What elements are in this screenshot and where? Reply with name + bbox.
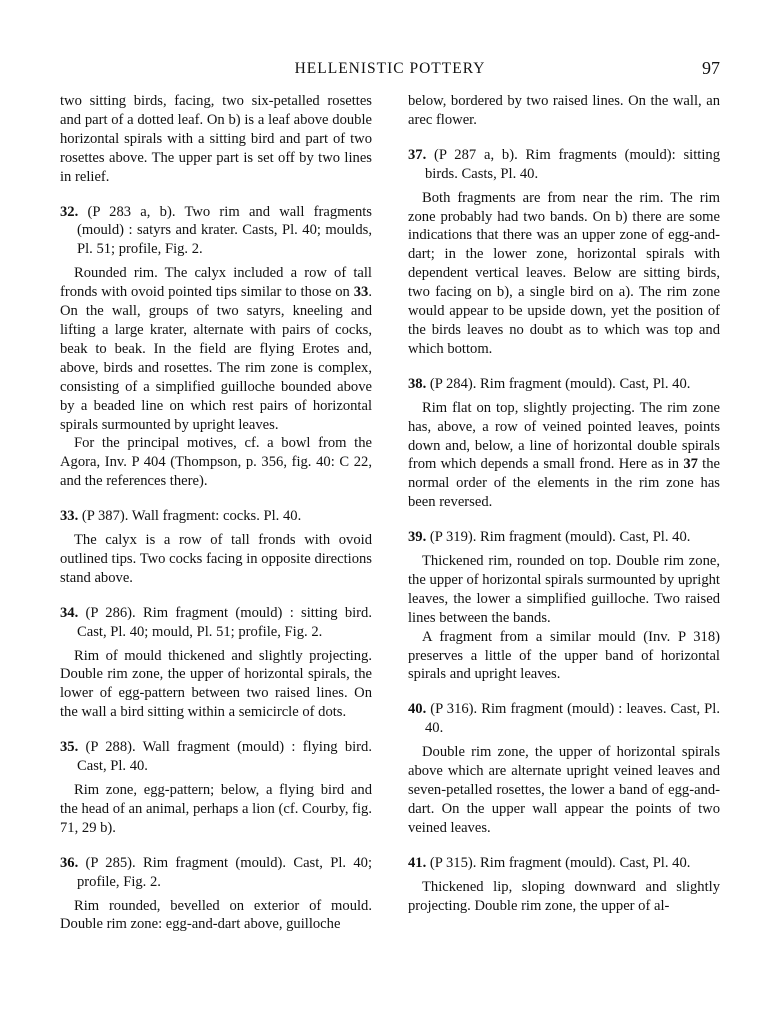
description-text: Rim flat on top, slightly projecting. The rim zone has, above, a row of veined pointed leaves, points down and, below, a line of horizontal double spirals from which depends a small frond. Here as in — [408, 399, 720, 473]
catalogue-entry-41-heading — [408, 854, 720, 873]
running-head: HELLENISTIC POTTERY — [294, 60, 486, 77]
entry-heading-text: (P 284). Rim fragment (mould). Cast, Pl. 40. — [426, 375, 691, 392]
entry-heading-text: (P 286). Rim fragment (mould) : sitting bird. Cast, Pl. 40; mould, Pl. 51; profile, Fig. 2. — [77, 604, 372, 640]
catalogue-entry-37-description: Both fragments are from near the rim. The rim zone probably had two bands. On b) there are some indications that there was an upper zone of egg-and-dart; in the lower zone, horizontal spirals with dependent vertical leaves. Below are sitting birds, two facing on b), a single bird on a). The rim zone would appear to be upside down, yet the position of the birds leaves no doubt as to which was top and which bottom. — [408, 189, 720, 357]
catalogue-entry-33-heading — [60, 507, 372, 526]
entry-number: 33. — [60, 508, 79, 525]
entry-number: 36. — [60, 854, 79, 871]
left-column — [60, 92, 372, 934]
entry-number: 32. — [60, 203, 79, 220]
description-text: . On the wall, groups of two satyrs, kneeling and lifting a large krater, alternate with pairs of cocks, beak to beak. In the field are flying Erotes and, above, birds and rosettes. The rim zone is complex, consisting of a simplified guilloche bounded above by a beaded line on which rest pairs of horizontal spirals surmounted by upright leaves. — [60, 284, 372, 433]
continued-paragraph: below, bordered by two raised lines. On the wall, an arec flower. — [408, 93, 720, 128]
catalogue-entry-36-description: Rim rounded, bevelled on exterior of mould. Double rim zone: egg-and-dart above, guilloche — [60, 897, 372, 933]
catalogue-entry-39-similar-fragment: A fragment from a similar mould (Inv. P 318) preserves a little of the upper band of horizontal spirals and upright leaves. — [408, 628, 720, 683]
page-header — [60, 60, 720, 84]
cross-reference: 33 — [353, 284, 369, 301]
catalogue-entry-39-description: Thickened rim, rounded on top. Double rim zone, the upper of horizontal spirals surmounted by upright leaves, the lower a simplified guilloche. Two raised lines between the bands. — [408, 553, 720, 626]
entry-number: 37. — [408, 146, 427, 163]
catalogue-entry-34-description: Rim of mould thickened and slightly projecting. Double rim zone, the upper of horizontal spirals, the lower of egg-pattern between two raised lines. On the wall a bird sitting within a semicircle of dots. — [60, 647, 372, 721]
catalogue-entry-40-heading — [408, 700, 720, 738]
catalogue-entry-38-heading — [408, 375, 720, 394]
entry-number: 35. — [60, 739, 79, 756]
entry-heading-text: (P 315). Rim fragment (mould). Cast, Pl. 40. — [426, 854, 691, 871]
entry-number: 39. — [408, 529, 427, 546]
catalogue-entry-32-description — [60, 264, 372, 434]
description-text: Rounded rim. The calyx included a row of tall fronds with ovoid pointed tips similar to those on — [60, 265, 372, 301]
entry-heading-text: (P 319). Rim fragment (mould). Cast, Pl. 40. — [426, 529, 691, 546]
catalogue-entry-38-description — [408, 399, 720, 512]
entry-heading-text: (P 288). Wall fragment (mould) : flying bird. Cast, Pl. 40. — [77, 739, 372, 775]
entry-number: 40. — [408, 701, 427, 718]
entry-number: 41. — [408, 854, 427, 871]
catalogue-entry-37-heading — [408, 146, 720, 184]
catalogue-entry-33-description: The calyx is a row of tall fronds with ovoid outlined tips. Two cocks facing in opposite directions stand above. — [60, 532, 372, 586]
page-number: 97 — [702, 58, 720, 78]
entry-heading-text: (P 285). Rim fragment (mould). Cast, Pl. 40; profile, Fig. 2. — [77, 854, 372, 890]
entry-heading-text: (P 387). Wall fragment: cocks. Pl. 40. — [78, 508, 302, 525]
catalogue-entry-39-heading — [408, 528, 720, 547]
catalogue-entry-32-heading — [60, 203, 372, 260]
entry-heading-text: (P 283 a, b). Two rim and wall fragments (mould) : satyrs and krater. Casts, Pl. 40; moulds, Pl. 51; profile, Fig. 2. — [77, 203, 372, 258]
entry-number: 38. — [408, 375, 427, 392]
continued-paragraph: two sitting birds, facing, two six-petalled rosettes and part of a dotted leaf. On b) is a leaf above double horizontal spirals with a sitting bird and part of two rosettes above. The upper part is set off by two lines in relief. — [60, 93, 372, 185]
catalogue-entry-34-heading — [60, 604, 372, 642]
cross-reference: 37 — [683, 456, 698, 473]
right-column — [408, 92, 720, 915]
entry-heading-text: (P 287 a, b). Rim fragments (mould): sitting birds. Casts, Pl. 40. — [425, 146, 720, 182]
catalogue-entry-35-heading — [60, 738, 372, 776]
entry-number: 34. — [60, 604, 79, 621]
catalogue-entry-32-comparanda: For the principal motives, cf. a bowl from the Agora, Inv. P 404 (Thompson, p. 356, fig. 40: C 22, and the references there). — [60, 435, 372, 490]
catalogue-entry-36-heading — [60, 854, 372, 892]
entry-heading-text: (P 316). Rim fragment (mould) : leaves. Cast, Pl. 40. — [425, 701, 720, 737]
catalogue-entry-40-description: Double rim zone, the upper of horizontal spirals above which are alternate upright veined leaves and seven-petalled rosettes, the lower a band of egg-and-dart. On the upper wall appear the points of two veined leaves. — [408, 744, 720, 836]
description-text: the normal order of the elements in the rim zone has been reversed. — [408, 456, 721, 511]
catalogue-entry-35-description: Rim zone, egg-pattern; below, a flying bird and the head of an animal, perhaps a lion (cf. Courby, fig. 71, 29 b). — [60, 782, 372, 836]
catalogue-entry-41-description: Thickened lip, sloping downward and slightly projecting. Double rim zone, the upper of al- — [408, 878, 720, 914]
